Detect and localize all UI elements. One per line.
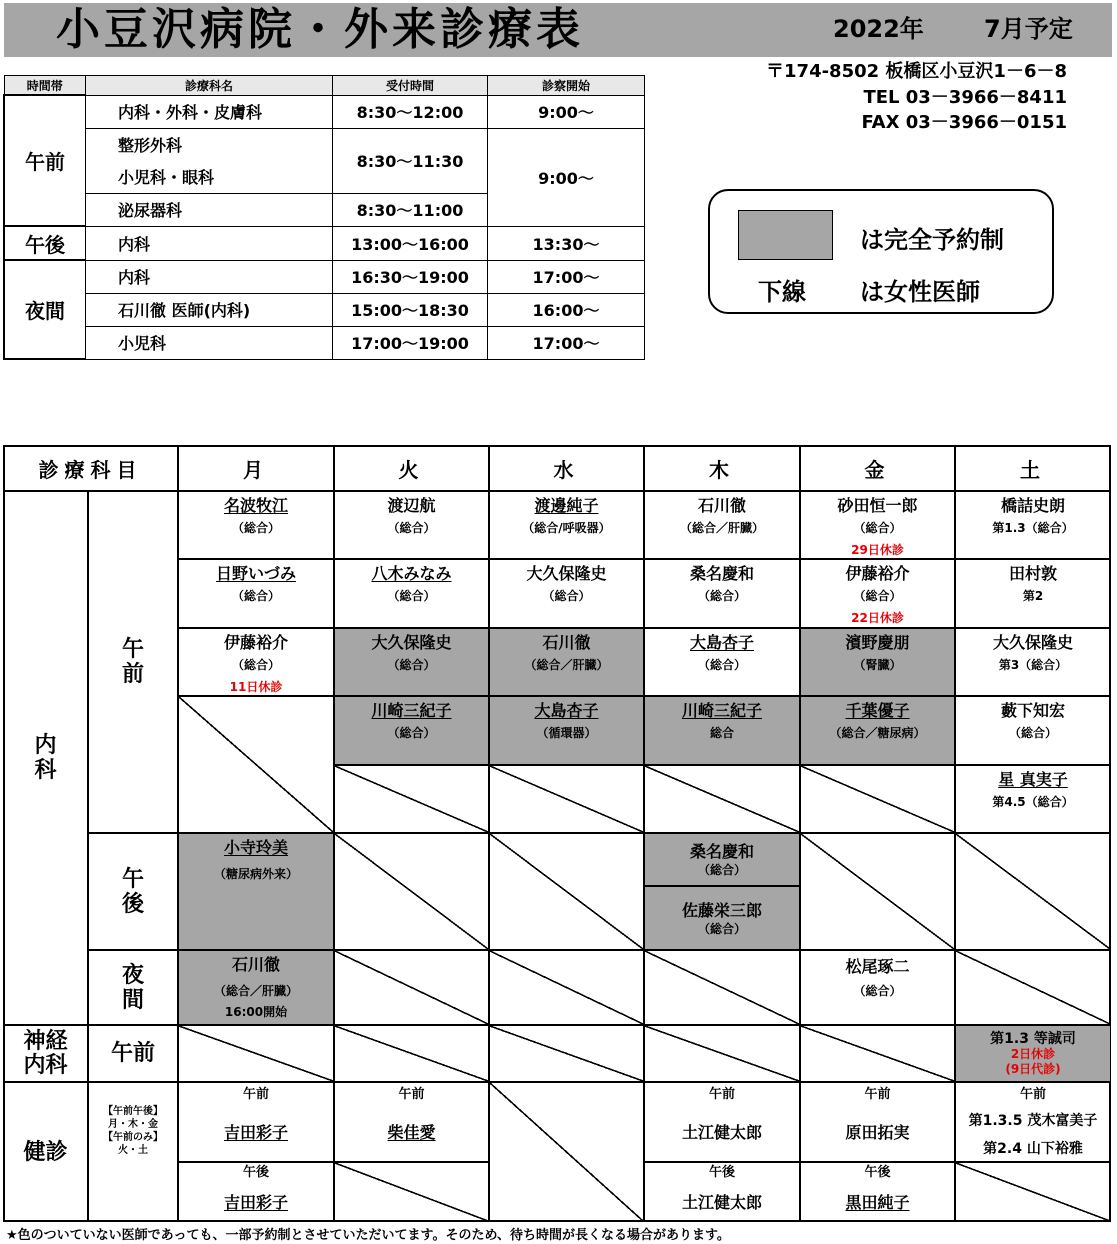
am-r1-fri [800,491,955,559]
naika-pm-label: 午後 [121,866,144,917]
doctor-name: 吉田彩子 [223,1193,288,1212]
hours-start: 9:00～ [488,95,645,128]
checkup-pm-thu [644,1162,800,1222]
doctor-specialty: （総合） [853,521,902,535]
doctor-specialty: （総合） [387,521,436,535]
page-title: 小豆沢病院・外来診療表 [56,4,584,55]
doctor-specialty: （糖尿病外来） [213,867,298,881]
hours-dept: 内科・外科・皮膚科 [86,95,333,128]
am-r5-thu-empty [644,765,800,833]
neuro-fri-empty [800,1025,955,1082]
doctor-specialty: 第3（総合） [998,658,1068,672]
am-r5-tue-empty [334,765,489,833]
doctor-specialty: （腎臓） [853,658,902,672]
doctor-name: 松尾琢二 [845,957,910,976]
period-evening: 夜間 [4,260,86,359]
doctor-specialty: （総合） [1008,726,1057,740]
period-morning: 午前 [4,95,86,226]
doctor-specialty: （総合） [231,521,280,535]
hours-header-reception: 受付時間 [333,76,488,96]
checkup-am-sat [955,1082,1111,1162]
checkup-am-label: 午前 [708,1087,735,1102]
am-r4-tue [334,696,489,765]
checkup-am-label: 午前 [864,1087,891,1102]
doctor-specialty: （総合） [387,658,436,672]
am-r4-sat [955,696,1111,765]
period-afternoon: 午後 [4,226,86,260]
doctor-specialty: （総合） [853,589,902,603]
section-naika [3,491,88,1025]
hours-start: 17:00～ [488,260,645,293]
am-r3-mon [178,628,334,696]
checkup-pm-fri [800,1162,955,1222]
doctor-name: 桑名慶和 [689,842,754,861]
address-postal: 〒174-8502 板橋区小豆沢1－6－8 [766,61,1067,82]
neuro-thu-empty [644,1025,800,1082]
closure-note: 11日休診 [229,680,283,694]
doctor-name: 大久保隆史 [992,633,1073,652]
checkup-am-mon [178,1082,334,1162]
pm-mon [178,833,334,950]
am-r1-wed [489,491,644,559]
doctor-name: 第1.3 等誠司 [990,1031,1076,1047]
doctor-name: 田村敦 [1008,564,1057,583]
neuro-tue-empty [334,1025,489,1082]
doctor-name: 名波牧江 [223,496,288,515]
evening-thu-empty [644,950,800,1025]
am-r3-thu [644,628,800,696]
am-r2-sat [955,559,1111,628]
pm-fri-empty [800,833,955,950]
doctor-name: 藪下知宏 [1000,701,1065,720]
hours-reception: 8:30～11:00 [333,193,488,226]
doctor-name: 柴佳愛 [387,1123,436,1142]
doctor-name: 大島杏子 [689,633,754,652]
doctor-name: 日野いづみ [215,564,296,583]
doctor-name: 渡辺航 [387,496,436,515]
naika-evening-label: 夜間 [121,962,144,1013]
hours-dept: 内科 [86,260,333,293]
doctor-name: 濱野慶朋 [845,633,910,652]
checkup-am-label: 午前 [242,1087,269,1102]
day-mon: 月 [178,445,334,491]
doctor-name: 星 真実子 [998,770,1068,789]
am-r1-tue [334,491,489,559]
doctor-name: 大久保隆史 [371,633,452,652]
doctor-specialty: （総合） [697,589,746,603]
hours-header-dept: 診療科名 [86,76,333,96]
kenshin-note-cell [88,1082,178,1222]
hours-dept: 小児科・眼科 [86,161,333,194]
substitute-note: (9日代診) [1005,1062,1061,1076]
doctor-name: 石川徹 [542,633,591,652]
am-r5-fri-empty [800,765,955,833]
doctor-name: 大島杏子 [534,701,599,720]
evening-tue-empty [334,950,489,1025]
hours-dept: 石川徹 医師(内科) [86,293,333,326]
am-r1-sat [955,491,1111,559]
doctor-specialty: （総合／肝臓） [679,521,764,535]
checkup-am-tue [334,1082,489,1162]
hours-dept: 整形外科 [86,128,333,161]
doctor-specialty: （総合） [697,863,746,877]
am-r2-tue [334,559,489,628]
neuro-wed-empty [489,1025,644,1082]
doctor-specialty: （総合/呼吸器） [522,521,611,535]
doctor-specialty: （総合／肝臓） [524,658,609,672]
doctor-specialty: （総合） [387,589,436,603]
legend-underline-label: は女性医師 [860,278,980,306]
doctor-name: 佐藤栄三郎 [681,901,762,920]
naika-am [88,491,178,833]
start-time-note: 16:00開始 [224,1005,288,1019]
doctor-specialty: 総合 [709,726,734,740]
hours-dept: 泌尿器科 [86,193,333,226]
doctor-name: 砂田恒一郎 [837,496,918,515]
am-r2-fri [800,559,955,628]
doctor-name: 小寺玲美 [223,838,288,857]
day-tue: 火 [334,445,489,491]
am-r4-thu [644,696,800,765]
day-sat: 土 [955,445,1111,491]
doctor-name: 原田拓実 [845,1123,910,1142]
closure-note: 29日休診 [851,543,904,557]
am-r3-sat [955,628,1111,696]
shinkei-am: 午前 [88,1025,178,1082]
evening-sat-empty [955,950,1111,1025]
hours-header-start: 診察開始 [488,76,645,96]
doctor-name: 橋詰史朗 [1000,496,1065,515]
address-tel: TEL 03－3966－8411 [863,87,1067,108]
doctor-name: 黒田純子 [845,1193,910,1212]
hours-start: 16:00～ [488,293,645,326]
doctor-name: 第2.4 山下裕雅 [983,1141,1083,1157]
hours-reception: 13:00～16:00 [333,226,488,260]
pm-tue-empty [334,833,489,950]
closure-note: 2日休診 [1010,1047,1056,1061]
hours-reception: 15:00～18:30 [333,293,488,326]
hours-dept: 内科 [86,226,333,260]
checkup-pm-sat-empty [955,1162,1111,1222]
doctor-name: 石川徹 [697,496,746,515]
doctor-specialty: （総合） [231,589,280,603]
doctor-specialty: （総合／肝臓） [213,984,298,998]
am-r4-wed [489,696,644,765]
checkup-pm-tue-empty [334,1162,489,1222]
naika-pm [88,833,178,950]
hours-dept: 小児科 [86,326,333,359]
doctor-name: 石川徹 [231,955,280,974]
am-r3-wed [489,628,644,696]
doctor-name: 千葉優子 [845,701,910,720]
hours-reception: 17:00～19:00 [333,326,488,359]
checkup-pm-label: 午後 [708,1165,735,1180]
legend-gray-swatch [738,210,833,260]
pm-thu-2 [644,886,800,950]
day-thu: 木 [644,445,800,491]
doctor-name: 土江健太郎 [681,1193,762,1212]
am-r5-wed-empty [489,765,644,833]
hours-start: 13:30～ [488,226,645,260]
evening-wed-empty [489,950,644,1025]
checkup-am-thu [644,1082,800,1162]
day-wed: 水 [489,445,644,491]
hours-reception: 16:30～19:00 [333,260,488,293]
section-shinkei [3,1025,88,1082]
legend-gray-label: は完全予約制 [860,226,1004,254]
doctor-name: 吉田彩子 [223,1123,288,1142]
doctor-specialty: 第2 [1022,589,1044,603]
month-label: 7月予定 [984,15,1073,43]
am-r1-mon [178,491,334,559]
checkup-am-fri [800,1082,955,1162]
hours-reception: 8:30～12:00 [333,95,488,128]
section-naika-label: 内科 [34,733,57,783]
evening-fri [800,950,955,1025]
closure-note: 22日休診 [851,611,904,625]
doctor-name: 伊藤裕介 [223,633,288,652]
am-r5-sat [955,765,1111,833]
pm-thu-1 [644,833,800,886]
am-r4-fri [800,696,955,765]
checkup-pm-mon [178,1162,334,1222]
checkup-pm-label: 午後 [242,1165,269,1180]
doctor-name: 第1.3.5 茂木富美子 [968,1113,1098,1129]
doctor-specialty: （総合） [697,922,746,936]
pm-sat-empty [955,833,1111,950]
evening-mon [178,950,334,1025]
kenshin-note: 【午前午後】 月・木・金 【午前のみ】 火・土 [103,1106,163,1156]
neuro-sat [955,1025,1111,1082]
col-header-dept: 診療科目 [3,445,178,491]
doctor-specialty: 第1.3（総合） [992,521,1074,535]
am-r2-thu [644,559,800,628]
day-fri: 金 [800,445,955,491]
doctor-specialty: （総合） [853,984,902,998]
section-shinkei-label: 神経内科 [23,1028,68,1078]
address-fax: FAX 03－3966－0151 [861,112,1067,133]
checkup-am-label: 午前 [398,1087,425,1102]
doctor-specialty: （循環器） [536,726,597,740]
pm-wed-empty [489,833,644,950]
section-kenshin: 健診 [3,1082,88,1222]
doctor-specialty: （総合） [697,658,746,672]
am-r2-mon [178,559,334,628]
doctor-name: 川崎三紀子 [371,701,452,720]
checkup-wed-empty [489,1082,644,1222]
doctor-specialty: （総合） [542,589,591,603]
legend-underline-key: 下線 [758,278,806,306]
hours-reception: 8:30～11:30 [333,128,488,193]
footnote: ★色のついていない医師であっても、一部予約制とさせていただいてます。そのため、待ち時間が長くなる場合があります。 [6,1228,730,1243]
am-r2-wed [489,559,644,628]
hours-header-period: 時間帯 [4,76,86,96]
neuro-mon-empty [178,1025,334,1082]
naika-evening [88,950,178,1025]
year-label: 2022年 [833,15,924,43]
hours-start: 17:00～ [488,326,645,359]
naika-am-label: 午前 [121,637,144,687]
doctor-name: 八木みなみ [371,564,452,583]
doctor-specialty: （総合／糖尿病） [829,726,926,740]
doctor-specialty: （総合） [387,726,436,740]
doctor-name: 伊藤裕介 [845,564,910,583]
am-r3-fri [800,628,955,696]
am-r45-mon-empty [178,696,334,833]
reception-hours-table [3,75,645,360]
hours-start: 9:00～ [488,128,645,226]
doctor-name: 川崎三紀子 [681,701,762,720]
doctor-name: 桑名慶和 [689,564,754,583]
am-r1-thu [644,491,800,559]
doctor-name: 渡邊純子 [534,496,599,515]
doctor-specialty: （総合） [231,658,280,672]
checkup-pm-label: 午後 [864,1165,891,1180]
doctor-specialty: 第4.5（総合） [992,795,1074,809]
am-r3-tue [334,628,489,696]
doctor-name: 大久保隆史 [526,564,607,583]
doctor-name: 土江健太郎 [681,1123,762,1142]
checkup-am-label: 午前 [1019,1087,1046,1102]
